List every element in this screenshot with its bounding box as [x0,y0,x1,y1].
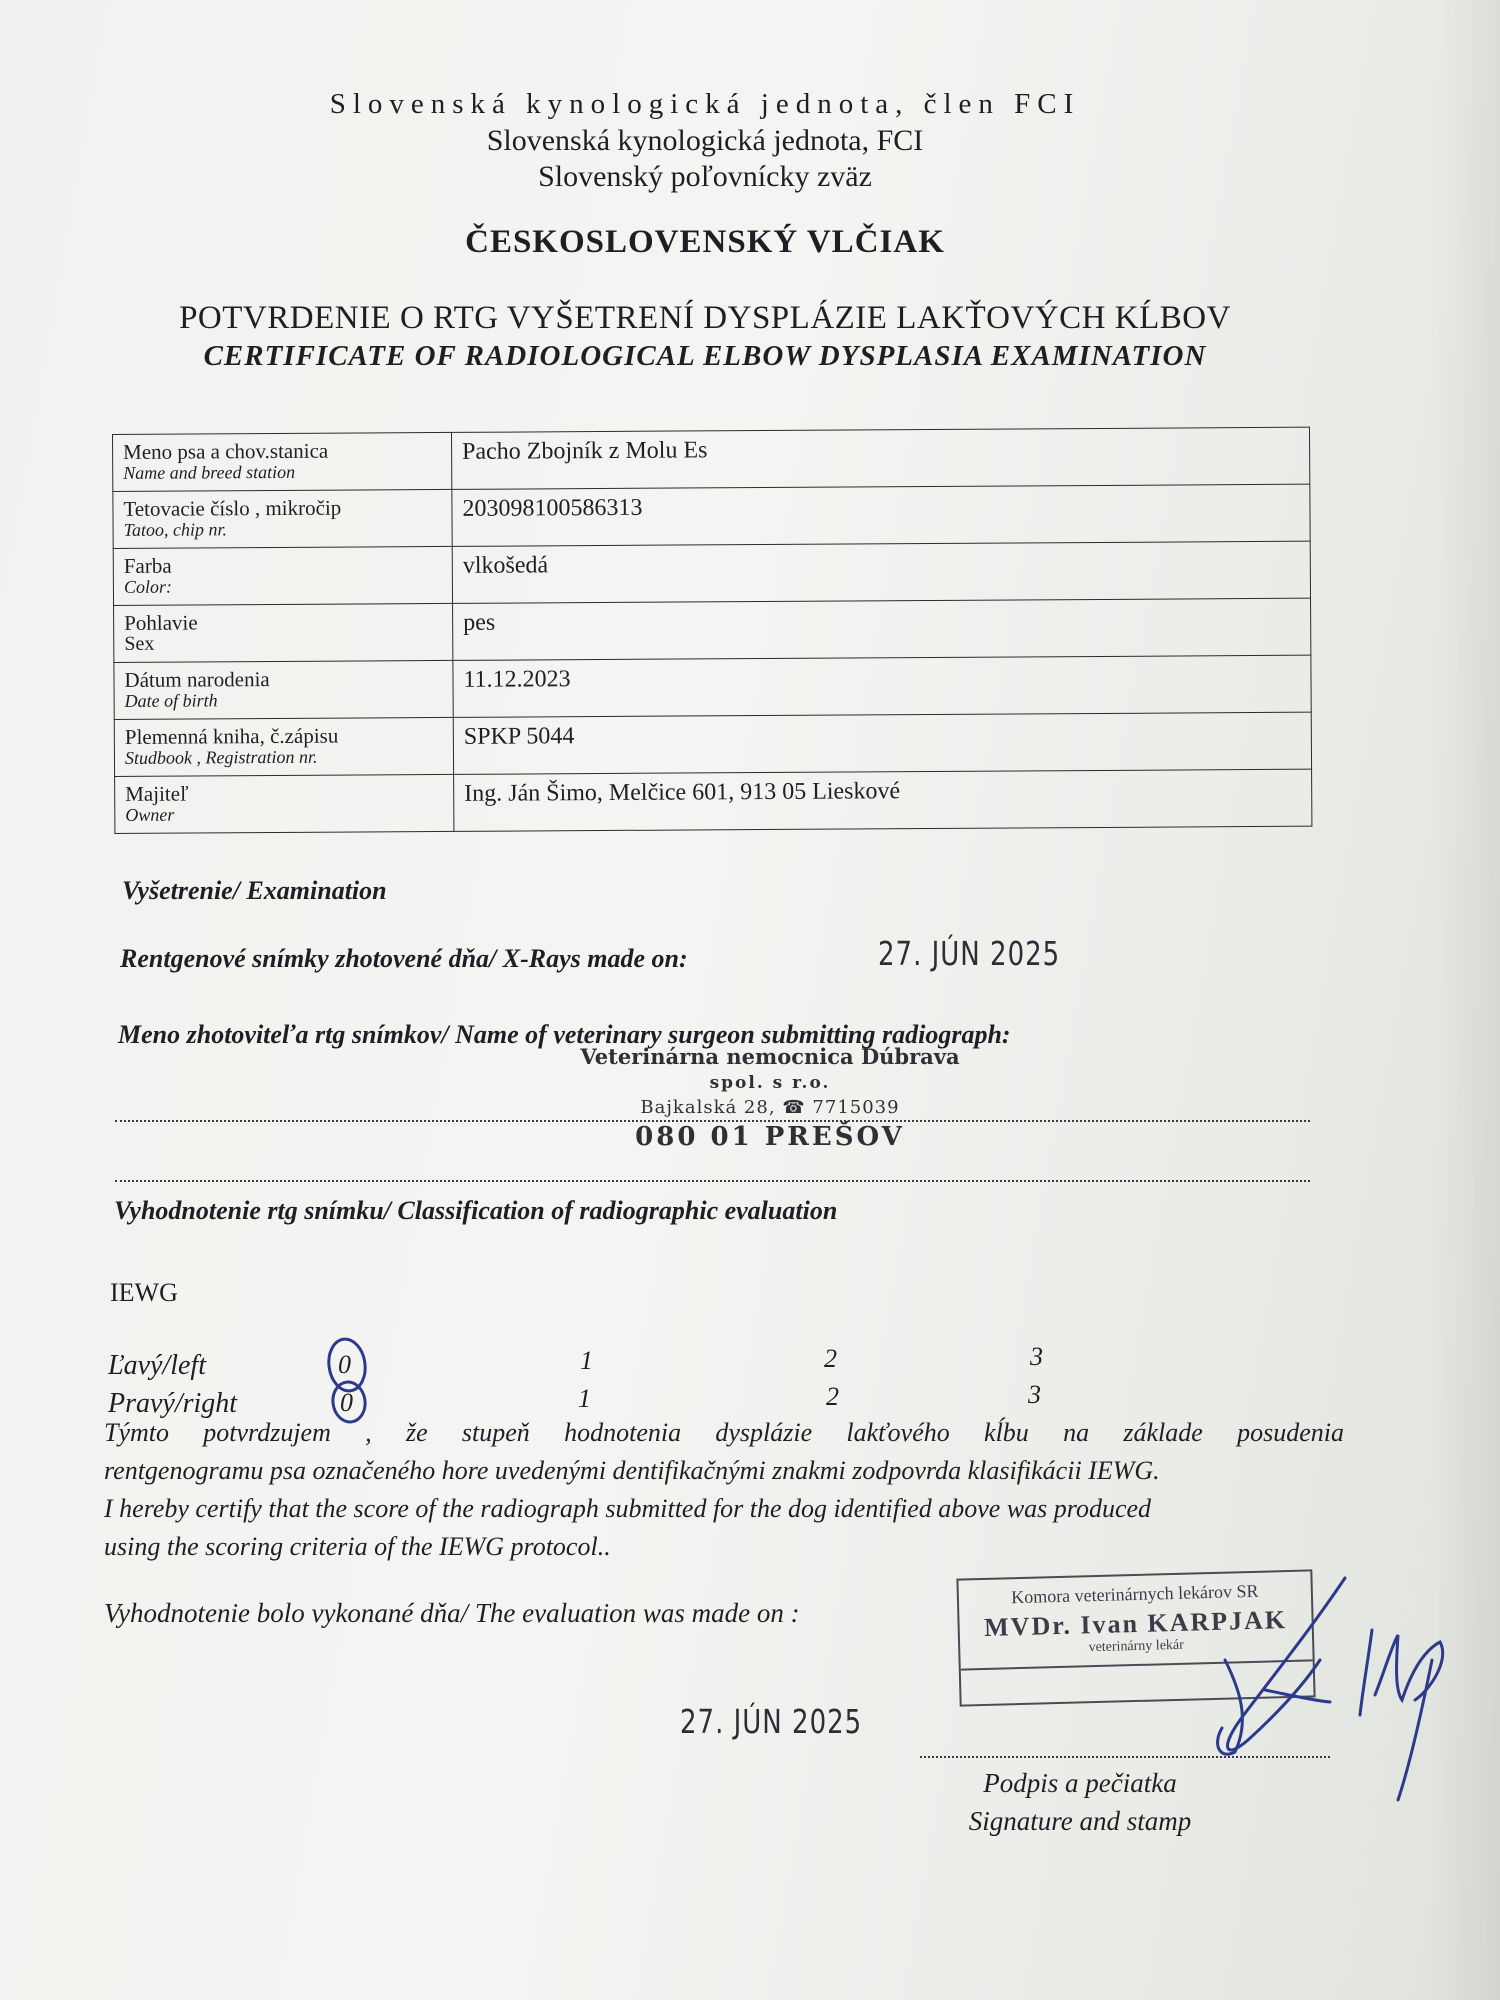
cert-sk-line-2: rentgenogramu psa označeného hore uvedenými dentifikačnými znakmi zodpovrda klasifikácii IEWG. [104,1456,1160,1485]
left-grade-0: 0 [338,1350,351,1379]
veterinarian-name: MVDr. Ivan KARPJAK [983,1605,1288,1642]
chamber-name: Komora veterinárnych lekárov SR [1010,1580,1259,1608]
birth-date-value: 11.12.2023 [453,655,1311,717]
evaluation-label: Vyhodnotenie bolo vykonané dňa/ The evaluation was made on : [104,1598,800,1628]
label-sk: Meno psa a chov.stanica [123,438,329,464]
surgeon-label: Meno zhotoviteľa rtg snímkov/ Name of veterinary surgeon submitting radiograph: [118,1020,1011,1049]
right-grade-1: 1 [578,1384,591,1413]
label-en: Sex [124,632,155,655]
signature-stroke [1398,1660,1432,1800]
breed-title: ČESKOSLOVENSKÝ VLČIAK [465,224,945,260]
right-grade-2: 2 [826,1382,839,1411]
dog-name-value: Pacho Zbojník z Molu Es [451,427,1309,489]
right-elbow-label: Pravý/right [108,1388,238,1419]
evaluation-date-stamp: 27. JÚN 2025 [680,1704,863,1742]
chip-number-value: 203098100586313 [452,484,1310,546]
right-grade-3: 3 [1028,1380,1041,1409]
label-sk: Majiteľ [125,781,189,806]
clinic-name: Veterinárna nemocnica Dúbrava [580,1044,960,1069]
label-en: Date of birth [124,690,218,711]
right-grade-0: 0 [340,1388,353,1417]
signature-label-en: Signature and stamp [968,1806,1192,1836]
label-sk: Dátum narodenia [124,667,270,692]
veterinarian-title: veterinárny lekár [1088,1637,1185,1656]
cert-sk-line-1: Týmto potvrdzujem , že stupeň hodnotenia dysplázie lakťového kĺbu na základe posudenia [104,1418,1344,1447]
certificate-title-en: CERTIFICATE OF RADIOLOGICAL ELBOW DYSPLASIA EXAMINATION [203,340,1207,372]
examination-heading: Vyšetrenie/ Examination [122,876,387,905]
left-grade-2: 2 [824,1344,837,1373]
scheme-label: IEWG [110,1278,178,1307]
label-en: Owner [125,804,175,825]
sex-value: pes [453,598,1311,660]
right-grade-circle [330,1380,367,1424]
left-grade-1: 1 [580,1346,593,1375]
label-sk: Tetovacie číslo , mikročip [123,495,342,521]
left-elbow-label: Ľavý/left [108,1350,206,1381]
left-grade-3: 3 [1030,1342,1043,1371]
owner-value: Ing. Ján Šimo, Melčice 601, 913 05 Lieskové [454,769,1312,831]
xray-date-stamp: 27. JÚN 2025 [878,936,1061,974]
org-line-2: Slovenská kynologická jednota, FCI [486,124,924,157]
label-sk: Pohlavie [124,610,198,635]
label-sk: Plemenná kniha, č.zápisu [124,723,339,749]
label-en: Name and breed station [123,461,296,483]
org-line-3: Slovenský poľovnícky zväz [538,160,872,193]
label-sk: Farba [123,553,172,578]
studbook-value: SPKP 5044 [453,712,1311,774]
clinic-company-type: spol. s r.o. [709,1073,831,1093]
label-en: Tatoo, chip nr. [123,519,228,540]
classification-heading: Vyhodnotenie rtg snímku/ Classification of radiographic evaluation [114,1196,838,1225]
cert-en-line-1: I hereby certify that the score of the radiograph submitted for the dog identified above was produced [104,1494,1152,1523]
cert-en-line-2: using the scoring criteria of the IEWG protocol.. [104,1532,611,1561]
org-line-1: Slovenská kynologická jednota, člen FCI [329,88,1081,120]
label-en: Color: [123,576,173,597]
certificate-title-sk: POTVRDENIE O RTG VYŠETRENÍ DYSPLÁZIE LAKŤOVÝCH KĹBOV [179,300,1231,336]
xray-date-label: Rentgenové snímky zhotovené dňa/ X-Rays made on: [120,944,688,973]
label-en: Studbook , Registration nr. [124,746,318,768]
signature-stroke [1228,1578,1345,1750]
clinic-city: 080 01 PREŠOV [635,1122,905,1152]
clinic-address: Bajkalská 28, ☎ 7715039 [640,1097,900,1118]
color-value: vlkošedá [452,541,1310,603]
signature-label-sk: Podpis a pečiatka [983,1768,1177,1798]
left-grade-circle [326,1337,369,1394]
